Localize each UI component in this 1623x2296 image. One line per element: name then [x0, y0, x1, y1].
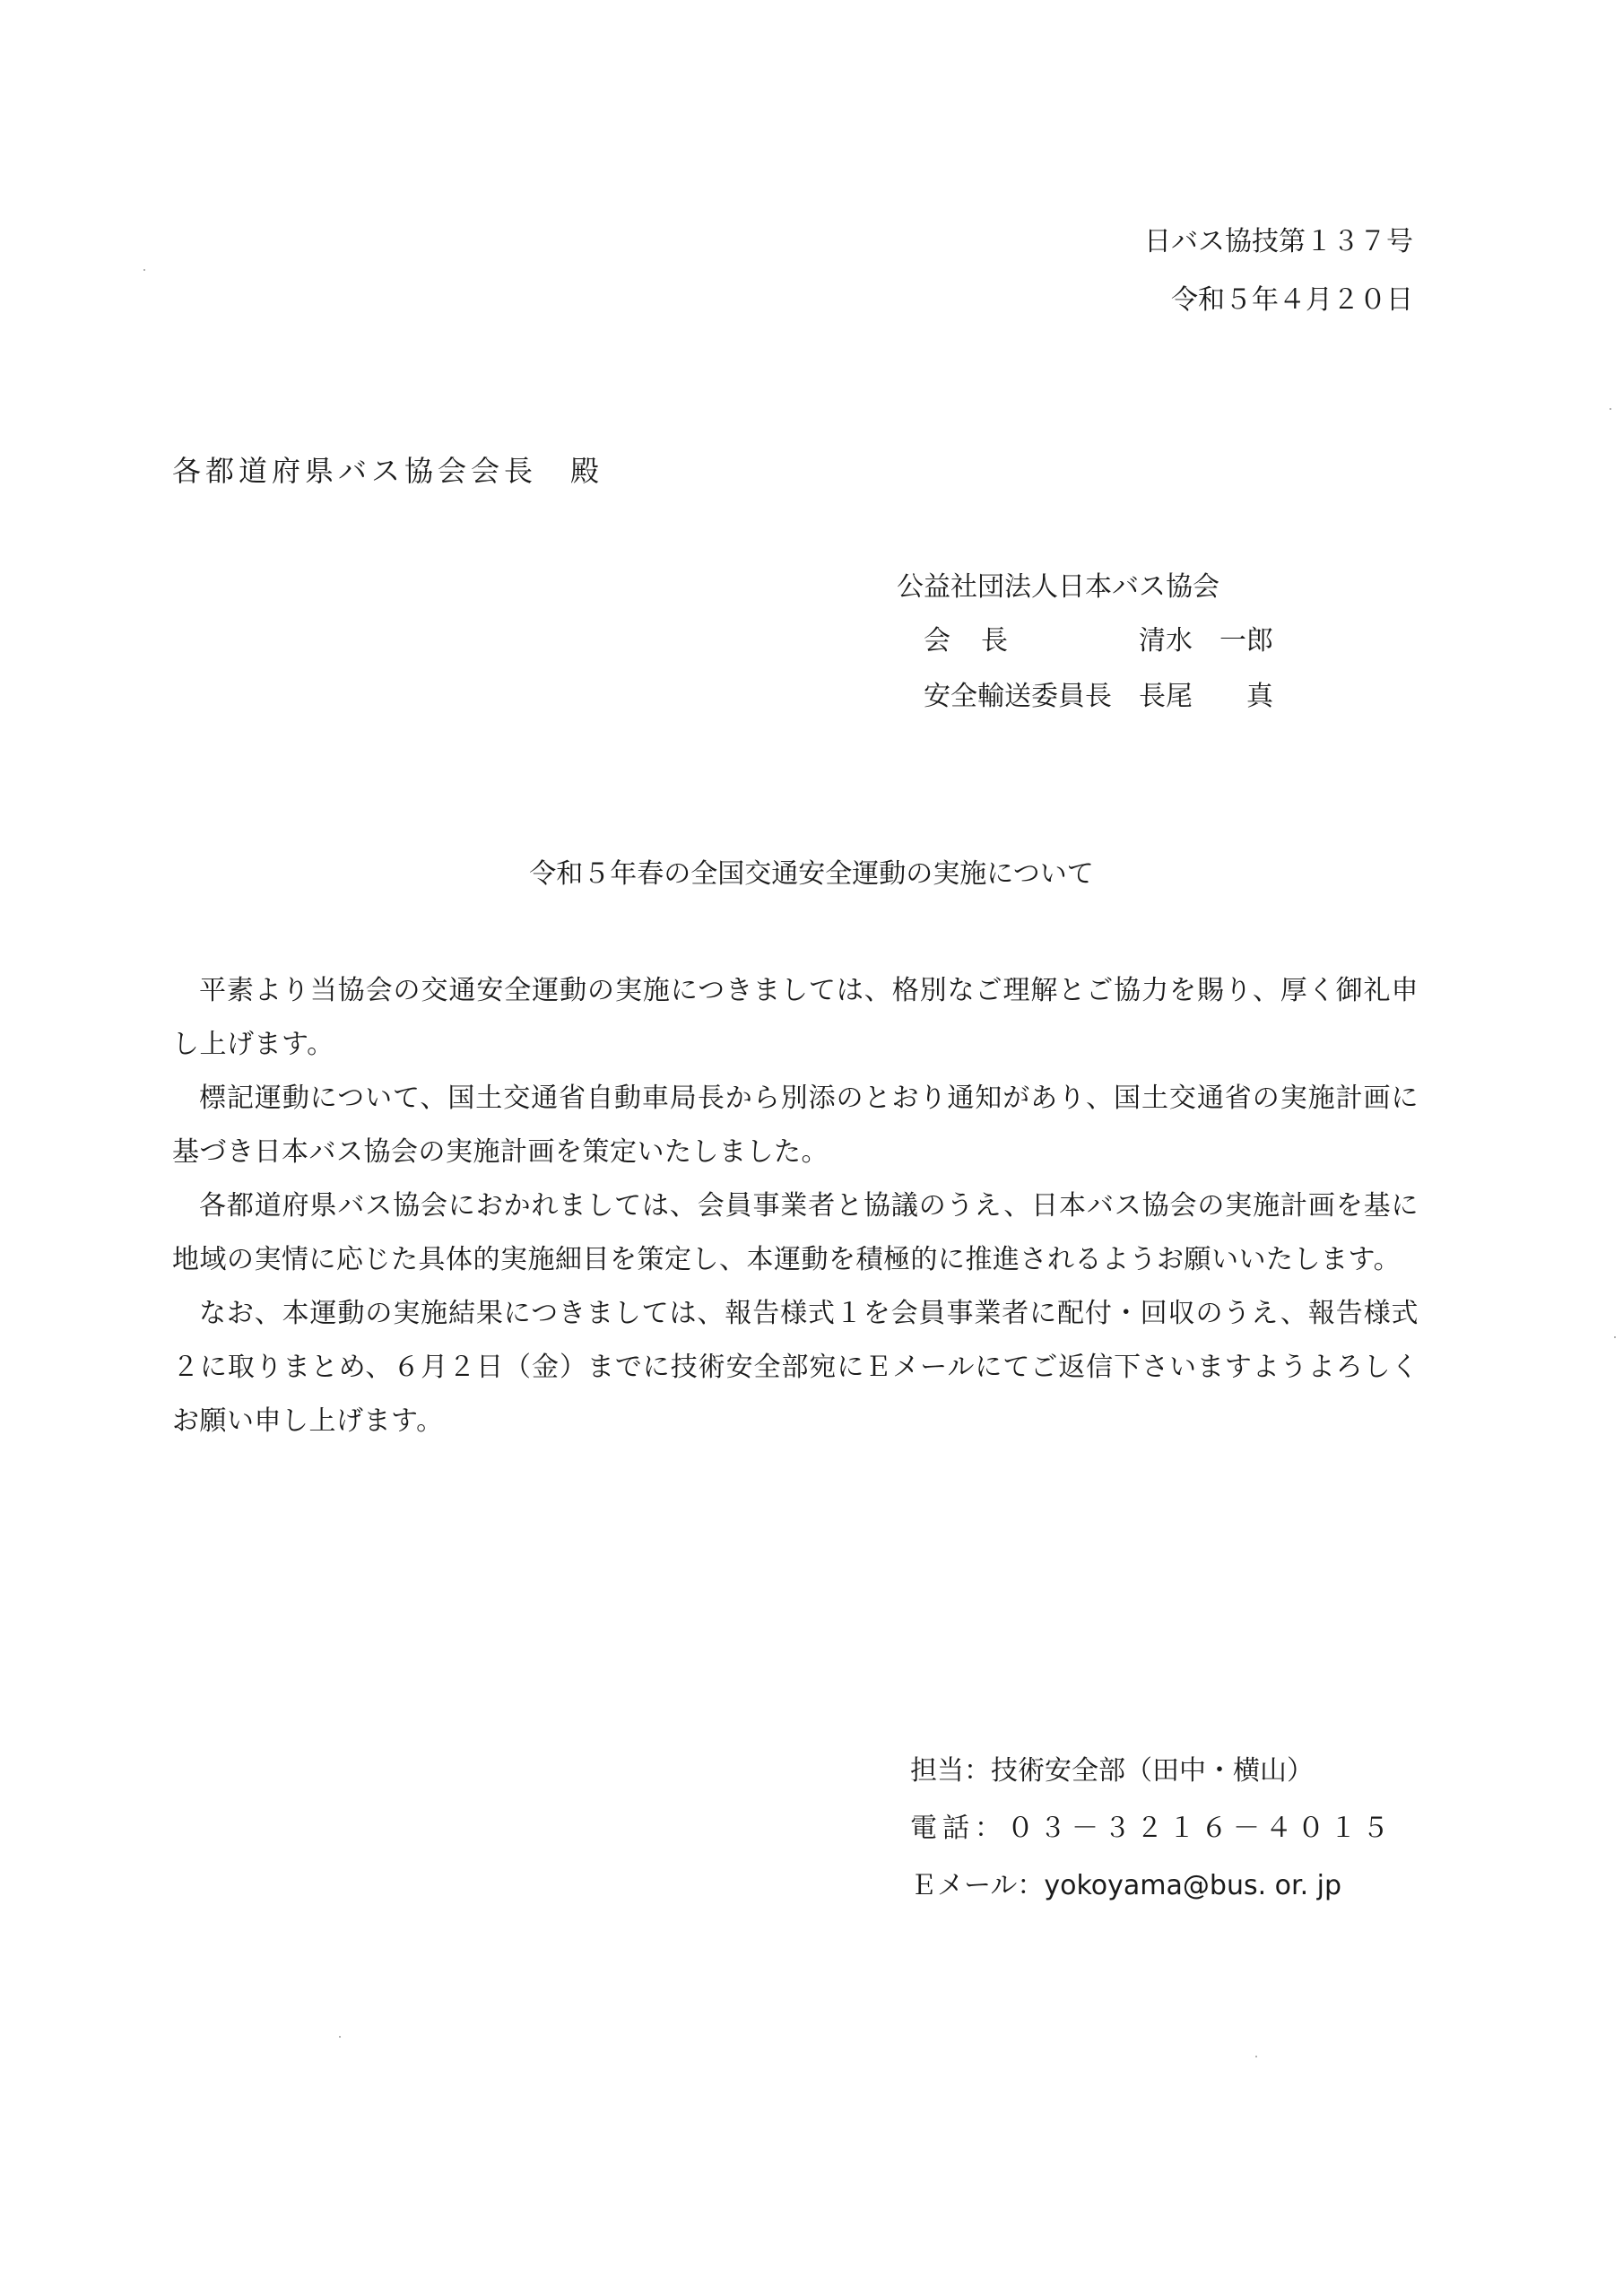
signatory-committee-chair — [924, 679, 1273, 715]
sender-organization: 公益社団法人日本バス協会 — [897, 571, 1219, 603]
addressee: 各都道府県バス協会会長 殿 — [172, 454, 604, 488]
contact-phone: 電話：０３－３２１６－４０１５ — [910, 1813, 1394, 1844]
contact-email: Ｅメール：yokoyama@bus. or. jp — [910, 1870, 1342, 1901]
document-number: 日バス協技第１３７号 — [1144, 226, 1413, 257]
signatory-name: 清水 一郎 — [1139, 625, 1273, 657]
document-body — [172, 964, 1419, 1448]
contact-person: 担当：技術安全部（田中・横山） — [910, 1755, 1314, 1787]
document-date: 令和５年４月２０日 — [1171, 284, 1413, 316]
scan-speck — [1610, 408, 1611, 410]
contact-block — [910, 1753, 1394, 1926]
document-subject: 令和５年春の全国交通安全運動の実施について — [529, 858, 1094, 890]
signatory-president — [924, 623, 1273, 659]
scan-speck — [339, 2036, 341, 2038]
signatory-name: 長尾 真 — [1139, 681, 1273, 712]
body-paragraph: 標記運動について、国土交通省自動車局長から別添のとおり通知があり、国土交通省の実施計画に基づき日本バス協会の実施計画を策定いたしました。 — [172, 1083, 1419, 1168]
scan-speck — [143, 269, 145, 271]
body-paragraph: 各都道府県バス協会におかれましては、会員事業者と協議のうえ、日本バス協会の実施計画を基に地域の実情に応じた具体的実施細目を策定し、本運動を積極的に推進されるようお願いいたします。 — [172, 1190, 1419, 1275]
scan-speck — [1255, 2056, 1257, 2057]
signatory-role: 会長 — [924, 625, 1038, 657]
signatory-role: 安全輸送委員長 — [924, 681, 1112, 712]
body-paragraph: なお、本運動の実施結果につきましては、報告様式１を会員事業者に配付・回収のうえ、報告様式２に取りまとめ、６月２日（金）までに技術安全部宛にＥメールにてご返信下さいますようよろしくお願い申し上げます。 — [172, 1298, 1419, 1437]
body-paragraph: 平素より当協会の交通安全運動の実施につきましては、格別なご理解とご協力を賜り、厚く御礼申し上げます。 — [172, 975, 1419, 1060]
scan-speck — [1614, 1336, 1616, 1338]
